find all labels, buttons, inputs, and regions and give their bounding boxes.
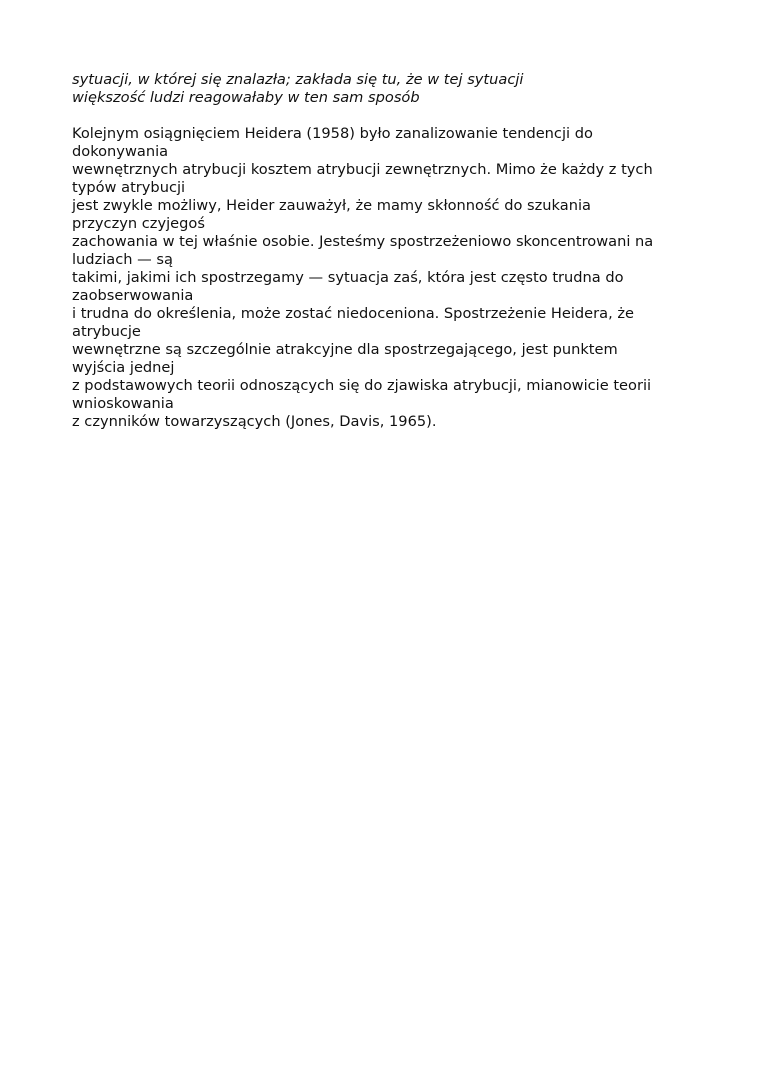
paragraph-line: i trudna do określenia, może zostać niedoceniona. Spostrzeżenie Heidera, że (72, 305, 635, 322)
paragraph-line: z czynników towarzyszących (Jones, Davis, 1965). (72, 413, 437, 430)
paragraph-line: typów atrybucji (72, 179, 186, 196)
paragraph-line: zaobserwowania (72, 287, 194, 304)
paragraph-line: jest zwykle możliwy, Heider zauważył, że mamy skłonność do szukania (72, 197, 591, 214)
paragraph-line: wyjścia jednej (72, 359, 175, 376)
paragraph-line: Kolejnym osiągnięciem Heidera (1958) było zanalizowanie tendencji do (72, 125, 593, 142)
paragraph-line: wewnętrznych atrybucji kosztem atrybucji zewnętrznych. Mimo że każdy z tych (72, 161, 653, 178)
paragraph-line: przyczyn czyjegoś (72, 215, 205, 232)
paragraph-gap (72, 107, 712, 125)
paragraph-line: wnioskowania (72, 395, 174, 412)
intro-line: sytuacji, w której się znalazła; zakłada się tu, że w tej sytuacji (72, 71, 524, 88)
intro-line: większość ludzi reagowałaby w ten sam sposób (72, 89, 420, 106)
paragraph-line: wewnętrzne są szczególnie atrakcyjne dla spostrzegającego, jest punktem (72, 341, 618, 358)
paragraph-line: dokonywania (72, 143, 169, 160)
text-body (72, 71, 712, 431)
paragraph-line: z podstawowych teorii odnoszących się do zjawiska atrybucji, mianowicie teorii (72, 377, 652, 394)
paragraph-line: ludziach — są (72, 251, 173, 268)
paragraph-line: atrybucje (72, 323, 141, 340)
paragraph-line: zachowania w tej właśnie osobie. Jesteśmy spostrzeżeniowo skoncentrowani na (72, 233, 654, 250)
paragraph-line: takimi, jakimi ich spostrzegamy — sytuacja zaś, która jest często trudna do (72, 269, 624, 286)
